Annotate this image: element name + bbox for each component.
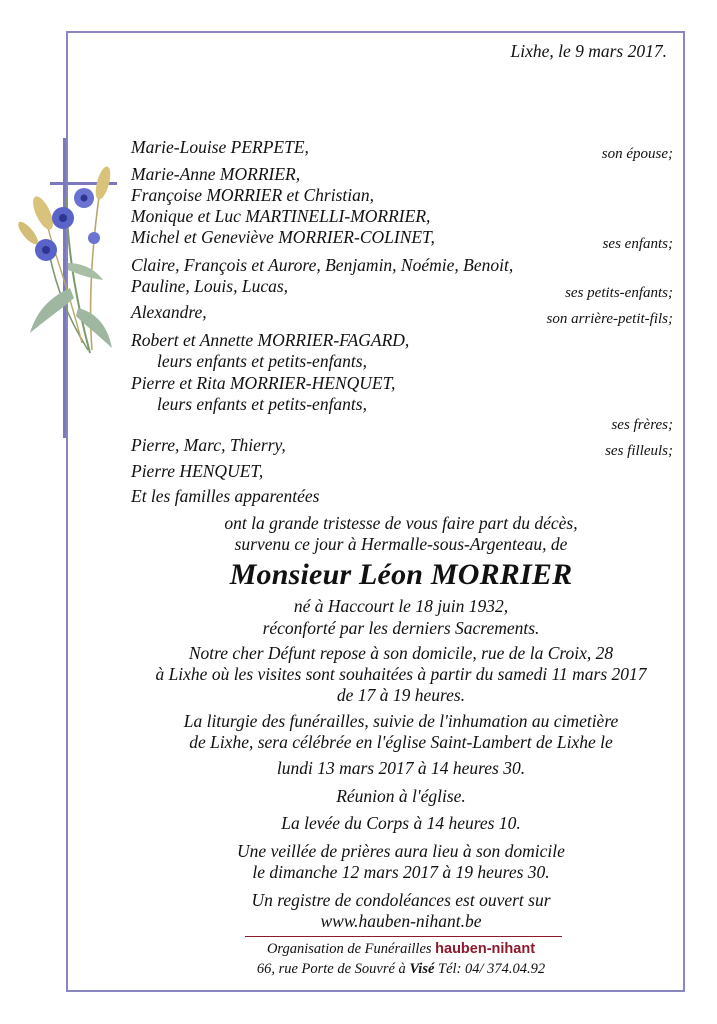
footer-org-line bbox=[66, 941, 717, 958]
footer-divider bbox=[245, 936, 562, 937]
cross-flower-emblem-icon bbox=[8, 138, 118, 458]
family-line: Françoise MORRIER et Christian, bbox=[131, 185, 375, 205]
family-line: Marie-Anne MORRIER, bbox=[131, 164, 301, 184]
family-line: Marie-Louise PERPETE, bbox=[131, 137, 309, 157]
deceased-name: Monsieur Léon MORRIER bbox=[229, 558, 573, 591]
family-line: Robert et Annette MORRIER-FAGARD, bbox=[131, 330, 410, 350]
announcement-line: survenu ce jour à Hermalle-sous-Argenteau, de bbox=[234, 534, 568, 554]
birth-line: né à Haccourt le 18 juin 1932, bbox=[293, 596, 509, 616]
footer-address-line bbox=[66, 961, 717, 978]
family-line: Monique et Luc MARTINELLI-MORRIER, bbox=[131, 206, 431, 226]
family-line: leurs enfants et petits-enfants, bbox=[157, 394, 367, 414]
registry-line: Un registre de condoléances est ouvert sur bbox=[251, 890, 551, 910]
meeting-line: Réunion à l'église. bbox=[336, 786, 466, 806]
relation-label: son épouse; bbox=[601, 146, 673, 162]
vigil-line: Une veillée de prières aura lieu à son domicile bbox=[237, 841, 565, 861]
family-line: Michel et Geneviève MORRIER-COLINET, bbox=[131, 227, 435, 247]
family-line: Pierre HENQUET, bbox=[131, 461, 264, 481]
liturgy-line: La liturgie des funérailles, suivie de l'inhumation au cimetière bbox=[183, 711, 619, 731]
family-line: Pierre et Rita MORRIER-HENQUET, bbox=[131, 373, 396, 393]
rest-line: Notre cher Défunt repose à son domicile, rue de la Croix, 28 bbox=[188, 643, 614, 663]
liturgy-line: de Lixhe, sera célébrée en l'église Saint-Lambert de Lixhe le bbox=[189, 732, 613, 752]
brand-logo: hauben-nihant bbox=[435, 941, 536, 957]
family-line: Pauline, Louis, Lucas, bbox=[131, 276, 289, 296]
announcement-line: ont la grande tristesse de vous faire part du décès, bbox=[224, 513, 578, 533]
relation-label: ses filleuls; bbox=[605, 443, 673, 459]
relation-label: son arrière-petit-fils; bbox=[546, 311, 673, 327]
relation-label: ses frères; bbox=[611, 417, 673, 433]
footer-phone: Tél: 04/ 374.04.92 bbox=[438, 961, 546, 977]
relation-label: ses enfants; bbox=[602, 236, 673, 252]
family-line: leurs enfants et petits-enfants, bbox=[157, 351, 367, 371]
family-line: Claire, François et Aurore, Benjamin, Noémie, Benoit, bbox=[131, 255, 514, 275]
family-line: Alexandre, bbox=[131, 302, 207, 322]
liturgy-line: lundi 13 mars 2017 à 14 heures 30. bbox=[276, 758, 526, 778]
date-line: Lixhe, le 9 mars 2017. bbox=[510, 41, 667, 61]
footer-address: 66, rue Porte de Souvré à bbox=[256, 961, 406, 977]
levee-line: La levée du Corps à 14 heures 10. bbox=[281, 813, 521, 833]
family-line: Et les familles apparentées bbox=[131, 486, 320, 506]
rest-line: à Lixhe où les visites sont souhaitées à partir du samedi 11 mars 2017 bbox=[155, 664, 647, 684]
sacraments-line: réconforté par les derniers Sacrements. bbox=[262, 618, 540, 638]
footer-city: Visé bbox=[409, 961, 435, 977]
vigil-line: le dimanche 12 mars 2017 à 19 heures 30. bbox=[252, 862, 550, 882]
relation-label: ses petits-enfants; bbox=[565, 285, 673, 301]
registry-url-link[interactable]: www.hauben-nihant.be bbox=[320, 911, 482, 931]
rest-line: de 17 à 19 heures. bbox=[336, 685, 466, 705]
footer-org-prefix: Organisation de Funérailles bbox=[266, 941, 432, 957]
family-line: Pierre, Marc, Thierry, bbox=[131, 435, 286, 455]
